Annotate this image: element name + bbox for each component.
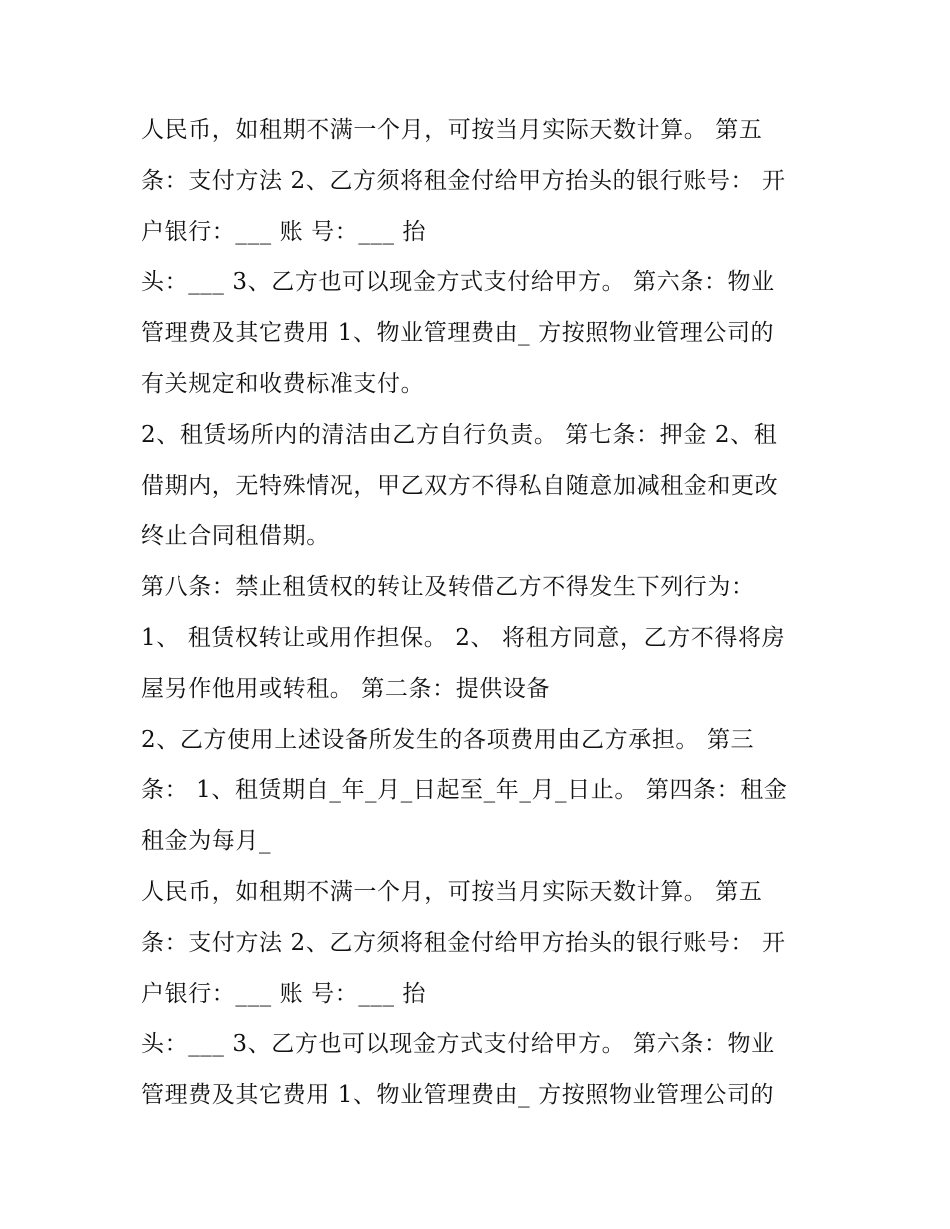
text-line: 借期内，无特殊情况，甲乙双方不得私自随意加减租金和更改 (141, 472, 779, 499)
text-line: 户银行：___ 账 号：___ 抬 (141, 218, 427, 245)
text-line: 屋另作他用或转租。 第二条：提供设备 (141, 675, 551, 702)
text-line: 管理费及其它费用 1、物业管理费由_ 方按照物业管理公司的 (141, 1082, 775, 1109)
text-line: 第八条：禁止租赁权的转让及转借乙方不得发生下列行为： (141, 574, 755, 601)
text-line: 有关规定和收费标准支付。 (141, 370, 425, 397)
text-line: 2、租赁场所内的清洁由乙方自行负责。 第七条：押金 2、租 (141, 421, 778, 448)
text-line: 人民币，如租期不满一个月，可按当月实际天数计算。 第五 (141, 878, 763, 905)
text-line: 租金为每月_ (141, 828, 272, 855)
text-line: 管理费及其它费用 1、物业管理费由_ 方按照物业管理公司的 (141, 320, 775, 347)
text-line: 1、 租赁权转让或用作担保。 2、 将租方同意，乙方不得将房 (141, 624, 786, 651)
text-line: 头：___ 3、乙方也可以现金方式支付给甲方。 第六条：物业 (141, 269, 775, 296)
text-line: 头：___ 3、乙方也可以现金方式支付给甲方。 第六条：物业 (141, 1031, 775, 1058)
document-body (141, 105, 841, 1121)
text-line: 终止合同租借期。 (141, 523, 330, 550)
text-line: 条： 1、租赁期自_年_月_日起至_年_月_日止。 第四条：租金 (141, 777, 788, 804)
text-line: 2、乙方使用上述设备所发生的各项费用由乙方承担。 第三 (141, 726, 755, 753)
text-line: 条：支付方法 2、乙方须将租金付给甲方抬头的银行账号： 开 (141, 929, 786, 956)
text-line: 条：支付方法 2、乙方须将租金付给甲方抬头的银行账号： 开 (141, 167, 786, 194)
text-line: 人民币，如租期不满一个月，可按当月实际天数计算。 第五 (141, 117, 763, 143)
text-line: 户银行：___ 账 号：___ 抬 (141, 980, 427, 1007)
